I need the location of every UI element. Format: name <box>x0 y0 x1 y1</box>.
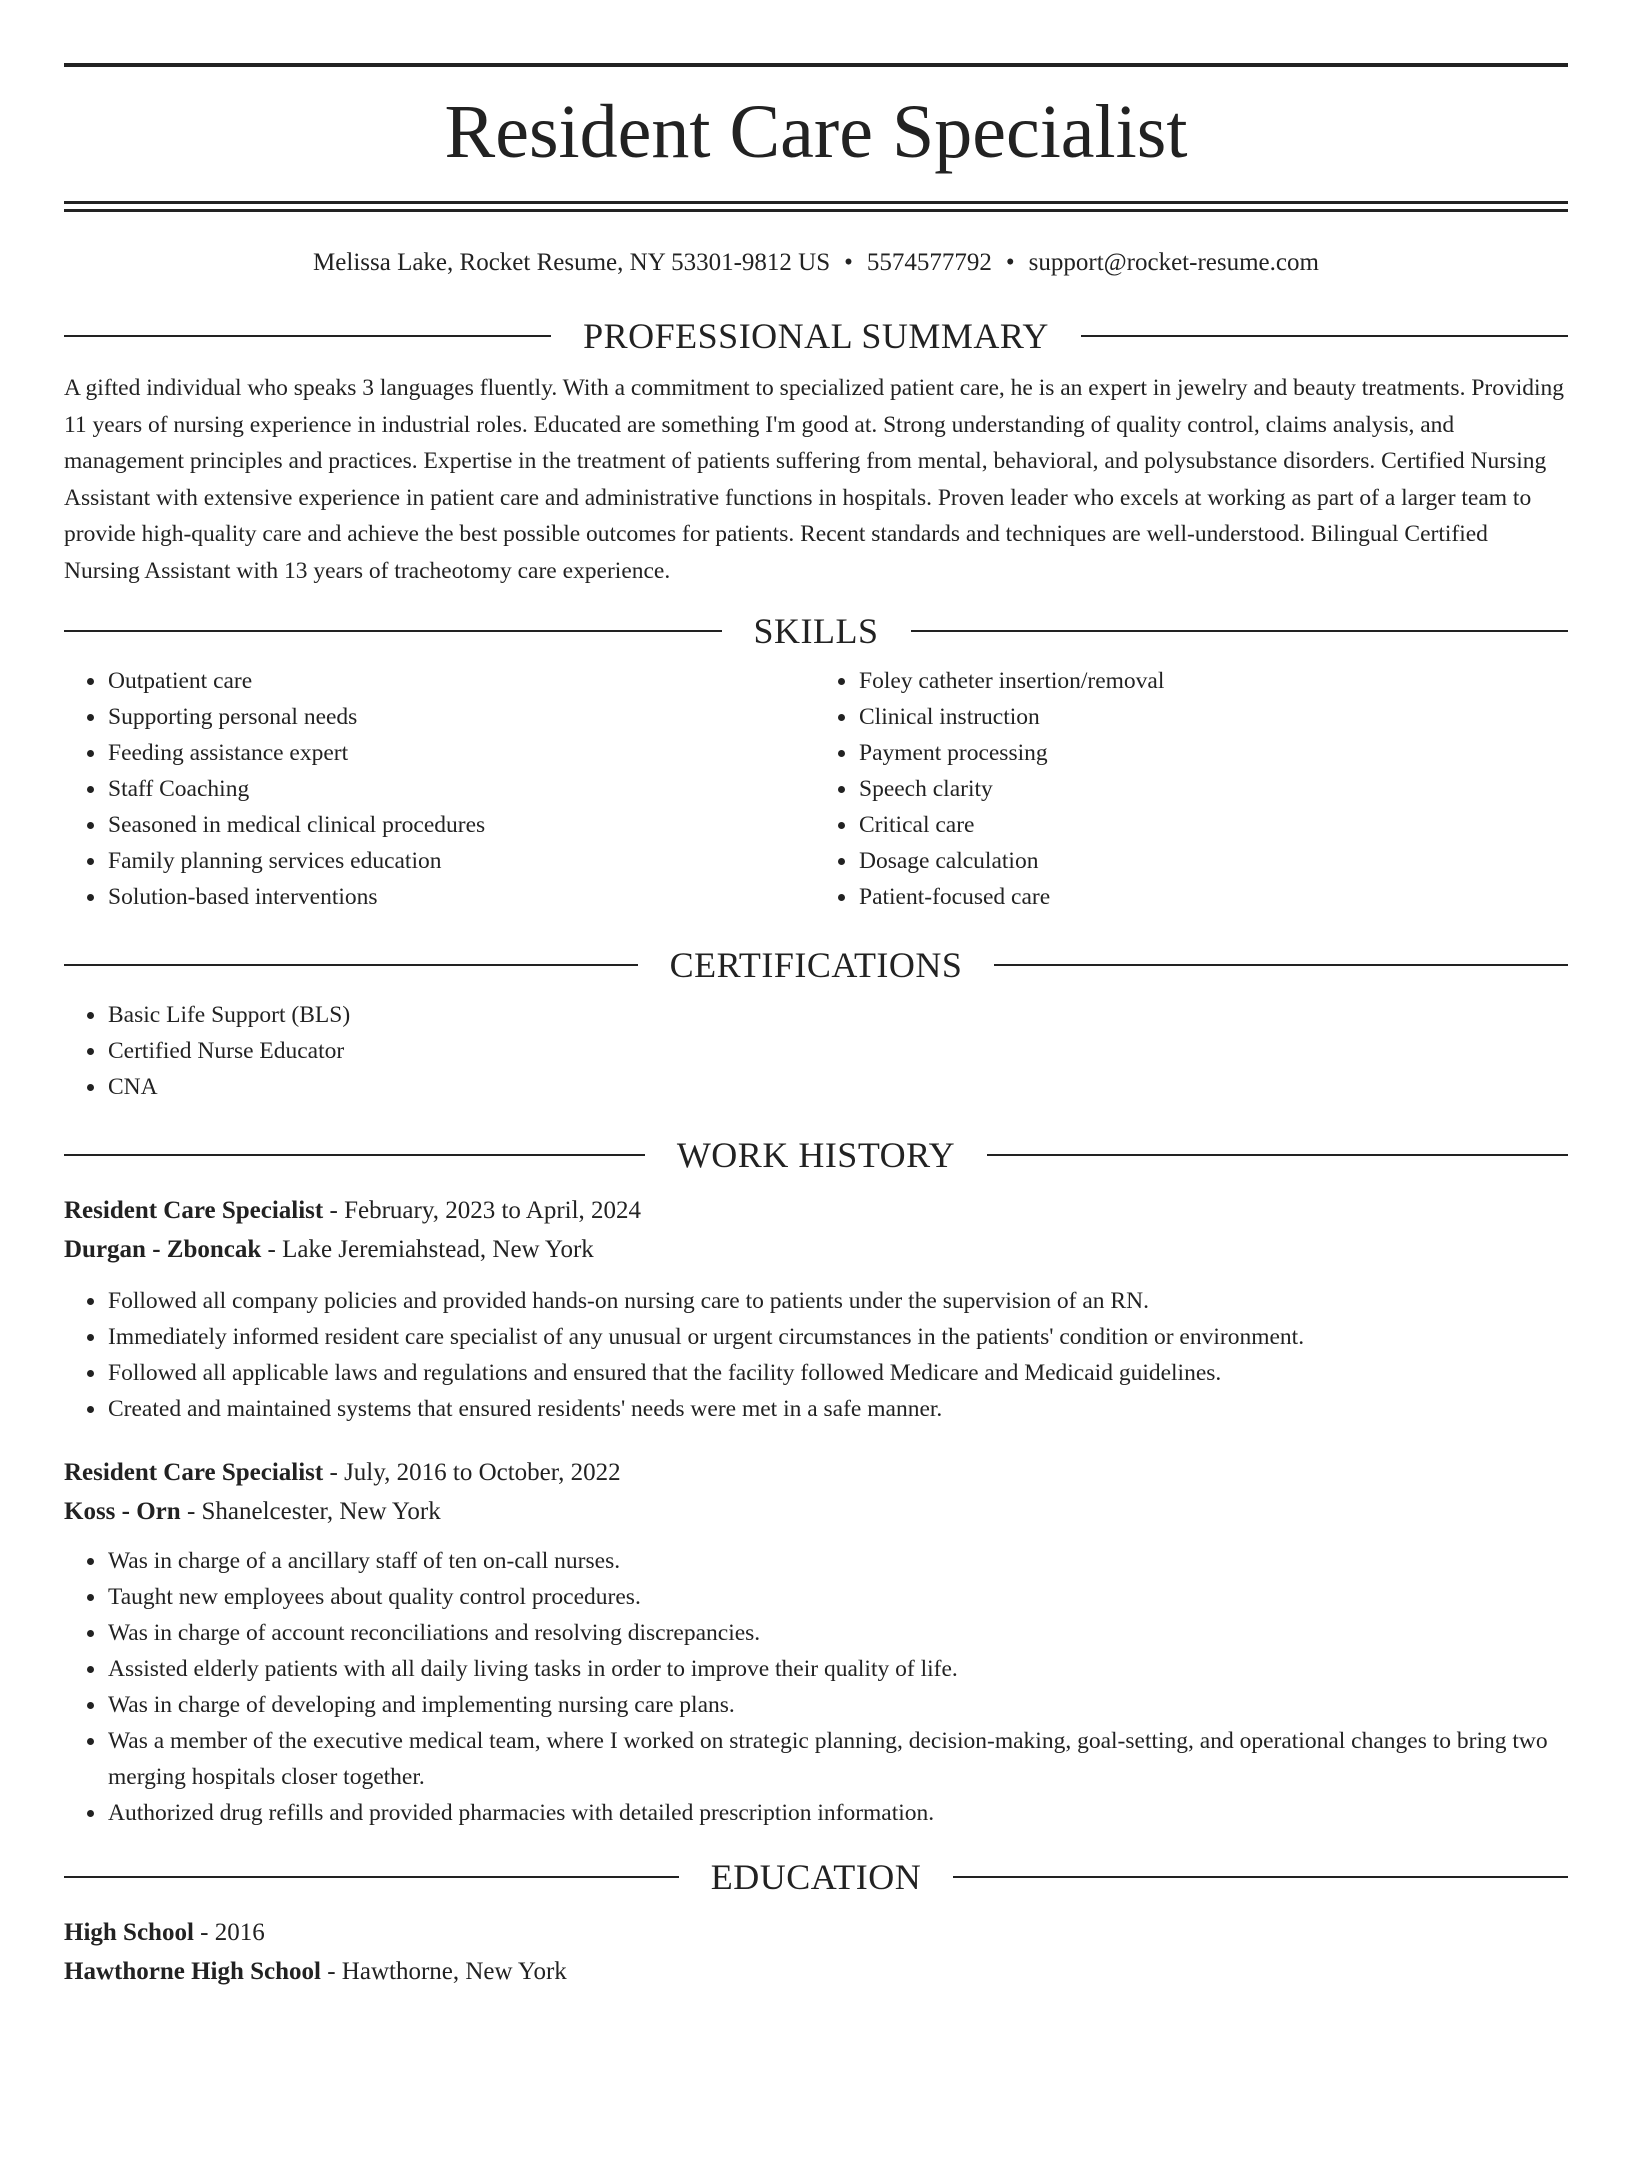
education-heading: EDUCATION <box>710 1857 922 1897</box>
job-duty: • Created and maintained systems that ensured residents' needs were met in a safe manner. <box>107 1391 1568 1427</box>
skills-list-right <box>816 663 1568 915</box>
skill-item: • Dosage calculation <box>858 843 1568 879</box>
top-rule <box>64 63 1568 67</box>
education-year: - 2016 <box>193 1919 265 1946</box>
skill-item: • Feeding assistance expert <box>107 735 816 771</box>
job-title: Resident Care Specialist <box>64 1197 324 1224</box>
job-company-line <box>64 1492 1568 1531</box>
summary-section-heading <box>64 314 1568 358</box>
skills-heading: SKILLS <box>753 611 879 651</box>
job-duties-list <box>64 1283 1568 1427</box>
job-company: Koss - Orn <box>64 1498 181 1525</box>
skills-column-right <box>816 663 1568 915</box>
education-degree: High School <box>64 1919 194 1946</box>
job-entry <box>64 1191 1568 1427</box>
skills-list-left <box>64 663 816 915</box>
summary-text: A gifted individual who speaks 3 languages fluently. With a commitment to specialized patient care, he is an expert in jewelry and beauty treatments. Providing 11 years of nursing experience in industrial roles. Educated are something I'm good at. Strong understanding of quality control, claims analysis, and management principles and practices. Expertise in the treatment of patients suffering from mental, behavioral, and polysubstance disorders. Certified Nursing Assistant with extensive experience in patient care and administrative functions in hospitals. Proven leader who excels at working as part of a larger team to provide high-quality care and achieve the best possible outcomes for patients. Recent standards and techniques are well-understood. Bilingual Certified Nursing Assistant with 13 years of tracheotomy care experience. <box>64 375 1565 584</box>
summary-heading: PROFESSIONAL SUMMARY <box>583 316 1049 356</box>
job-duty: • Assisted elderly patients with all daily living tasks in order to improve their quality of life. <box>107 1651 1568 1687</box>
work-history-heading: WORK HISTORY <box>676 1135 956 1175</box>
skills-columns <box>64 663 1568 915</box>
skill-item: • Outpatient care <box>107 663 816 699</box>
work-history-section-heading <box>64 1133 1568 1177</box>
job-location: - Shanelcester, New York <box>180 1498 441 1525</box>
job-duty: • Followed all company policies and provided hands-on nursing care to patients under the supervision of an RN. <box>107 1283 1568 1319</box>
heading-rule-right <box>1081 335 1568 337</box>
heading-rule-left <box>64 1154 645 1156</box>
job-duties-list <box>64 1543 1568 1831</box>
job-duty: • Was in charge of developing and implementing nursing care plans. <box>107 1687 1568 1723</box>
skill-item: • Family planning services education <box>107 843 816 879</box>
contact-separator: • <box>844 249 853 276</box>
education-school: Hawthorne High School <box>64 1958 321 1985</box>
skill-item: • Clinical instruction <box>858 699 1568 735</box>
skill-item: • Supporting personal needs <box>107 699 816 735</box>
job-duty: • Was a member of the executive medical team, where I worked on strategic planning, decision-making, goal-setting, and operational changes to bring two merging hospitals closer together. <box>107 1723 1568 1795</box>
education-section-heading <box>64 1855 1568 1899</box>
skill-item: • Foley catheter insertion/removal <box>858 663 1568 699</box>
skill-item: • Solution-based interventions <box>107 879 816 915</box>
skills-column-left <box>64 663 816 915</box>
education-degree-line <box>64 1913 1568 1952</box>
job-location: - Lake Jeremiahstead, New York <box>261 1236 594 1263</box>
heading-rule-right <box>994 964 1568 966</box>
resume-page <box>0 63 1632 2175</box>
certifications-list <box>64 997 1568 1105</box>
skill-item: • Critical care <box>858 807 1568 843</box>
heading-rule-right <box>987 1154 1568 1156</box>
education-entry <box>64 1913 1568 1991</box>
job-duty: • Authorized drug refills and provided pharmacies with detailed prescription information. <box>107 1795 1568 1831</box>
skill-item: • Staff Coaching <box>107 771 816 807</box>
skill-item: • Speech clarity <box>858 771 1568 807</box>
job-dates: - July, 2016 to October, 2022 <box>323 1459 621 1486</box>
certifications-section-heading <box>64 943 1568 987</box>
skill-item: • Payment processing <box>858 735 1568 771</box>
heading-rule-left <box>64 1876 679 1878</box>
skill-item: • Seasoned in medical clinical procedures <box>107 807 816 843</box>
education-location: - Hawthorne, New York <box>320 1958 567 1985</box>
skill-item: • Patient-focused care <box>858 879 1568 915</box>
contact-separator: • <box>1005 249 1015 276</box>
job-company-line <box>64 1230 1568 1269</box>
title-double-rule <box>64 201 1568 212</box>
resume-title: Resident Care Specialist <box>444 90 1188 174</box>
contact-email: support@rocket-resume.com <box>1028 249 1319 276</box>
job-dates: - February, 2023 to April, 2024 <box>323 1197 642 1224</box>
certification-item: • Certified Nurse Educator <box>107 1033 1568 1069</box>
contact-address: Melissa Lake, Rocket Resume, NY 53301-9812 US <box>313 249 831 276</box>
job-duty: • Was in charge of account reconciliations and resolving discrepancies. <box>107 1615 1568 1651</box>
job-entry <box>64 1453 1568 1831</box>
heading-rule-left <box>64 964 638 966</box>
certification-item: • CNA <box>107 1069 1568 1105</box>
job-title-line <box>64 1453 1568 1492</box>
job-title: Resident Care Specialist <box>64 1459 324 1486</box>
job-company: Durgan - Zboncak <box>64 1236 262 1263</box>
education-school-line <box>64 1952 1568 1991</box>
certification-item: • Basic Life Support (BLS) <box>107 997 1568 1033</box>
job-duty: • Taught new employees about quality control procedures. <box>107 1579 1568 1615</box>
job-title-line <box>64 1191 1568 1230</box>
job-duty: • Immediately informed resident care specialist of any unusual or urgent circumstances in the patients' condition or environment. <box>107 1319 1568 1355</box>
job-duty: • Was in charge of a ancillary staff of ten on-call nurses. <box>107 1543 1568 1579</box>
certifications-heading: CERTIFICATIONS <box>669 945 963 985</box>
heading-rule-left <box>64 630 722 632</box>
contact-line <box>64 248 1568 278</box>
contact-phone: 5574577792 <box>866 249 992 276</box>
job-duty: • Followed all applicable laws and regulations and ensured that the facility followed Medicare and Medicaid guidelines. <box>107 1355 1568 1391</box>
heading-rule-left <box>64 335 551 337</box>
heading-rule-right <box>911 630 1569 632</box>
skills-section-heading <box>64 609 1568 653</box>
heading-rule-right <box>953 1876 1568 1878</box>
